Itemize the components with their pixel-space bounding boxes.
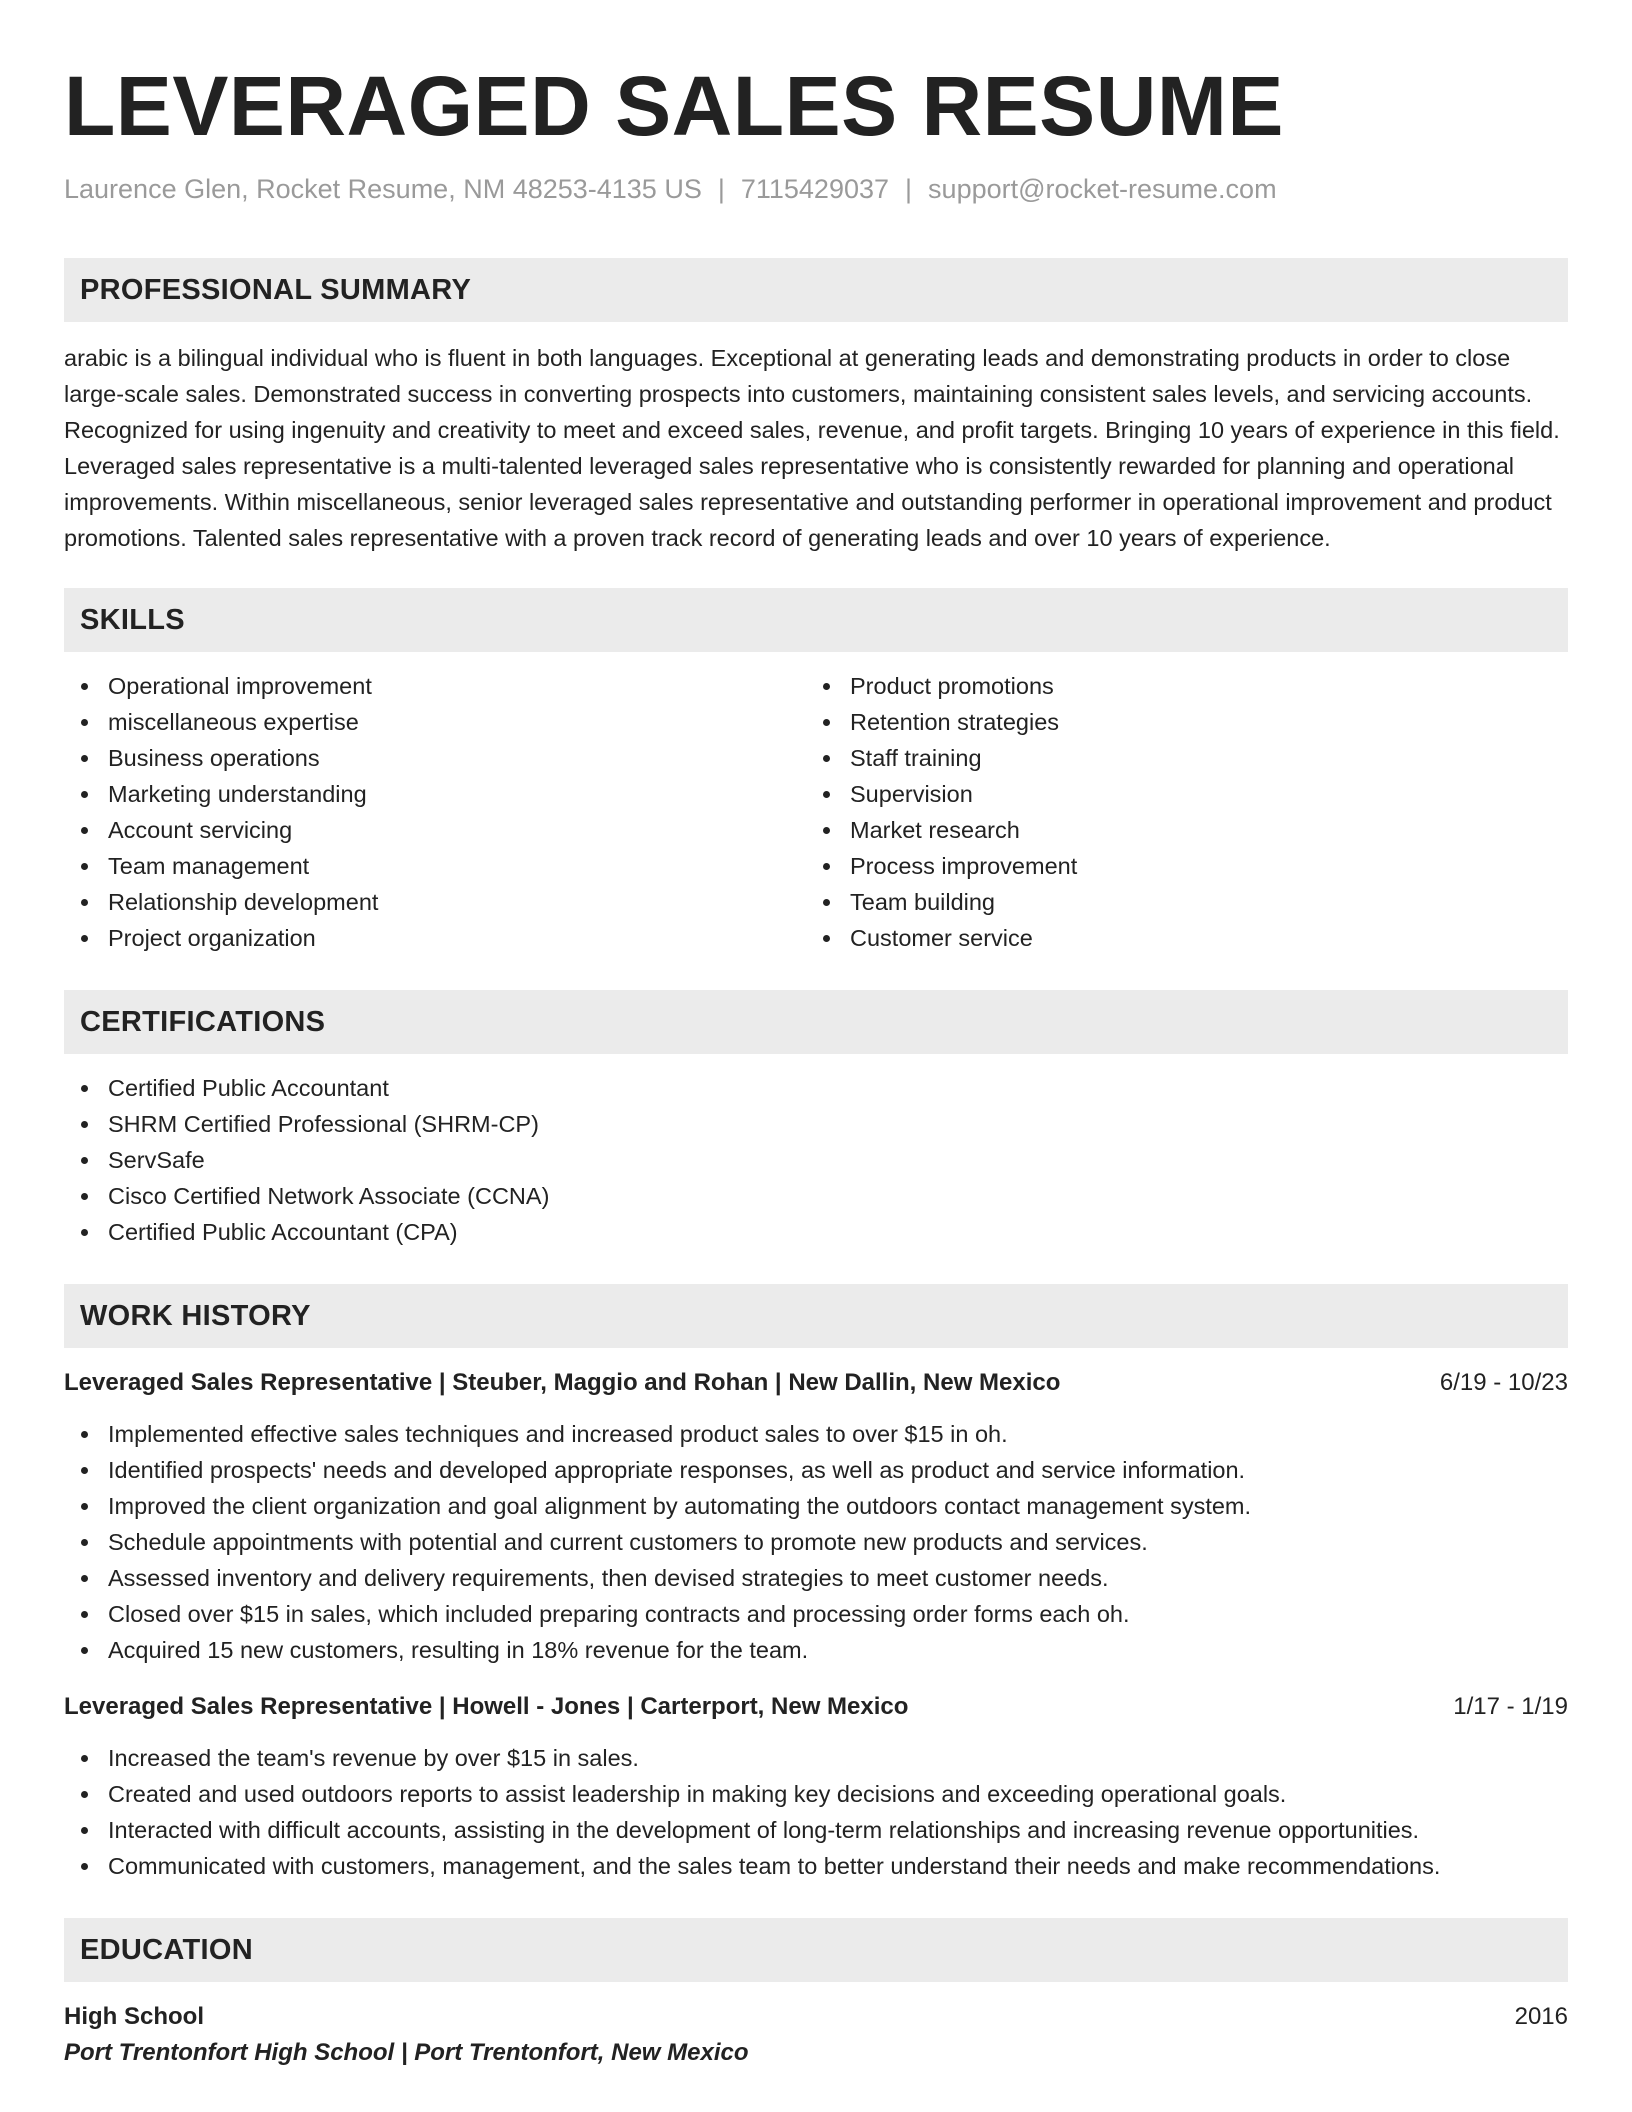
contact-phone: 7115429037 — [740, 174, 890, 204]
certification-item: SHRM Certified Professional (SHRM-CP) — [64, 1106, 1568, 1142]
job-bullets — [64, 1740, 1568, 1884]
section-title: EDUCATION — [80, 1933, 253, 1966]
education-year: 2016 — [1514, 2003, 1568, 2030]
job-bullet: Assessed inventory and delivery requirements, then devised strategies to meet customer needs. — [64, 1560, 1568, 1596]
job-bullet: Interacted with difficult accounts, assisting in the development of long-term relationships and increasing revenue opportunities. — [64, 1812, 1568, 1848]
education-school: Port Trentonfort High School | Port Trentonfort, New Mexico — [64, 2039, 749, 2066]
skill-item: Project organization — [64, 920, 806, 956]
certification-item: Certified Public Accountant (CPA) — [64, 1214, 1568, 1250]
job-title: Leveraged Sales Representative | Howell - Jones | Carterport, New Mexico — [64, 1693, 909, 1720]
certifications-list — [64, 1070, 1568, 1250]
job-bullet: Implemented effective sales techniques and increased product sales to over $15 in oh. — [64, 1416, 1568, 1452]
summary-text: arabic is a bilingual individual who is fluent in both languages. Exceptional at generating leads and demonstrating products in order to close large-scale sales. Demonstrated success in converting prospects into customers, maintaining consistent sales levels, and servicing accounts. Recognized for using ingenuity and creativity to meet and exceed sales, revenue, and profit targets. Bringing 10 years of experience in this field. Leveraged sales representative is a multi-talented leveraged sales representative who is consistently rewarded for planning and operational improvements. Within miscellaneous, senior leveraged sales representative and outstanding performer in operational improvement and product promotions. Talented sales representative with a proven track record of generating leads and over 10 years of experience. — [64, 345, 1560, 551]
skill-item: Marketing understanding — [64, 776, 806, 812]
skill-item: Operational improvement — [64, 668, 806, 704]
job-bullet: Created and used outdoors reports to assist leadership in making key decisions and exceeding operational goals. — [64, 1776, 1568, 1812]
section-title: PROFESSIONAL SUMMARY — [80, 273, 472, 306]
section-title: SKILLS — [80, 603, 185, 636]
job-bullet: Improved the client organization and goal alignment by automating the outdoors contact management system. — [64, 1488, 1568, 1524]
skills-column-left — [64, 668, 806, 956]
skill-item: Supervision — [806, 776, 1548, 812]
contact-email: support@rocket-resume.com — [928, 174, 1277, 204]
skills-column-right — [806, 668, 1548, 956]
skill-item: Team building — [806, 884, 1548, 920]
job-dates: 1/17 - 1/19 — [1453, 1693, 1568, 1720]
skill-item: Account servicing — [64, 812, 806, 848]
skill-item: Process improvement — [806, 848, 1548, 884]
certification-item: ServSafe — [64, 1142, 1568, 1178]
skill-item: Team management — [64, 848, 806, 884]
skill-item: Market research — [806, 812, 1548, 848]
skill-item: Relationship development — [64, 884, 806, 920]
contact-separator: | — [717, 174, 725, 204]
job-bullet: Schedule appointments with potential and current customers to promote new products and services. — [64, 1524, 1568, 1560]
education-header — [64, 2000, 1568, 2034]
skill-item: Staff training — [806, 740, 1548, 776]
skill-item: Retention strategies — [806, 704, 1548, 740]
certification-item: Certified Public Accountant — [64, 1070, 1568, 1106]
section-header-education — [64, 1918, 1568, 1982]
section-header-summary — [64, 258, 1568, 322]
contact-separator: | — [905, 174, 913, 204]
job-bullets — [64, 1416, 1568, 1668]
resume-title: LEVERAGED SALES RESUME — [64, 59, 1284, 153]
contact-line — [64, 172, 1568, 206]
section-header-skills — [64, 588, 1568, 652]
skill-item: Product promotions — [806, 668, 1548, 704]
skill-item: Business operations — [64, 740, 806, 776]
skill-item: Customer service — [806, 920, 1548, 956]
section-title: WORK HISTORY — [80, 1299, 311, 1332]
certification-item: Cisco Certified Network Associate (CCNA) — [64, 1178, 1568, 1214]
job-bullet: Closed over $15 in sales, which included preparing contracts and processing order forms each oh. — [64, 1596, 1568, 1632]
education-degree: High School — [64, 2003, 204, 2030]
job-title: Leveraged Sales Representative | Steuber, Maggio and Rohan | New Dallin, New Mexico — [64, 1369, 1061, 1396]
job-header — [64, 1366, 1568, 1400]
section-title: CERTIFICATIONS — [80, 1005, 326, 1038]
job-bullet: Identified prospects' needs and developed appropriate responses, as well as product and service information. — [64, 1452, 1568, 1488]
job-bullet: Communicated with customers, management, and the sales team to better understand their needs and make recommendations. — [64, 1848, 1568, 1884]
job-bullet: Increased the team's revenue by over $15 in sales. — [64, 1740, 1568, 1776]
skills-list — [64, 668, 1568, 956]
skill-item: miscellaneous expertise — [64, 704, 806, 740]
section-header-work-history — [64, 1284, 1568, 1348]
contact-address: Laurence Glen, Rocket Resume, NM 48253-4135 US — [64, 174, 702, 204]
job-bullet: Acquired 15 new customers, resulting in 18% revenue for the team. — [64, 1632, 1568, 1668]
section-header-certifications — [64, 990, 1568, 1054]
resume-page — [64, 0, 1568, 2070]
job-header — [64, 1690, 1568, 1724]
job-dates: 6/19 - 10/23 — [1439, 1369, 1568, 1396]
